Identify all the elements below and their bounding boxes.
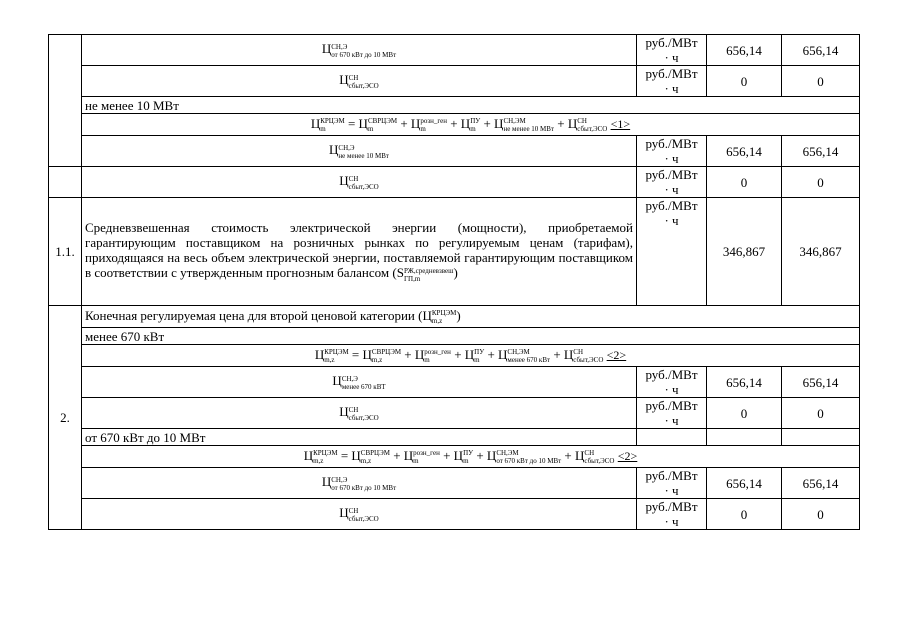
formula-cell: Ц КРЦЭМ m,z = Ц СВРЦЭМ m,z + Ц розн_ген m + Ц ПУ m + Ц СН,ЭМ менее 670 кВт + Ц СН сбыт,ЭСО <2> (82, 345, 860, 367)
parameter-cell: Ц СН сбыт,ЭСО (82, 499, 637, 530)
table-row (49, 429, 860, 446)
value-cell-1: 0 (707, 499, 782, 530)
value-cell-1: 656,14 (707, 35, 782, 66)
parameter-cell: Ц СН,Э от 670 кВт до 10 МВт (82, 468, 637, 499)
value-cell-1: 656,14 (707, 136, 782, 167)
value-cell-2: 656,14 (782, 136, 860, 167)
formula-cell: Ц КРЦЭМ m = Ц СВРЦЭМ m + Ц розн_ген m + Ц ПУ m + Ц СН,ЭМ не менее 10 МВт + Ц СН сбыт,ЭСО <1> (82, 114, 860, 136)
row-number-cell: 2. (49, 306, 82, 530)
parameter-cell: Ц СН сбыт,ЭСО (82, 398, 637, 429)
value-cell-2: 346,867 (782, 198, 860, 306)
table-row (49, 114, 860, 136)
value-cell-2: 0 (782, 499, 860, 530)
footnote-link[interactable]: <2> (606, 347, 627, 362)
value-cell-2: 656,14 (782, 35, 860, 66)
table-row (49, 306, 860, 328)
unit-cell: руб./МВт · ч (637, 167, 707, 198)
table-row (49, 97, 860, 114)
unit-cell: руб./МВт · ч (637, 398, 707, 429)
value-cell-2: 0 (782, 167, 860, 198)
table-row (49, 35, 860, 66)
table-row (49, 198, 860, 306)
table-row (49, 328, 860, 345)
unit-cell: руб./МВт · ч (637, 198, 707, 306)
value-cell-2: 656,14 (782, 367, 860, 398)
table-row (49, 167, 860, 198)
unit-cell: руб./МВт · ч (637, 367, 707, 398)
table-row (49, 468, 860, 499)
table-row (49, 345, 860, 367)
parameter-cell: Ц СН,Э менее 670 кВТ (82, 367, 637, 398)
unit-cell: руб./МВт · ч (637, 499, 707, 530)
unit-cell: руб./МВт · ч (637, 468, 707, 499)
row-number-cell: 1.1. (49, 198, 82, 306)
empty-cell (707, 429, 782, 446)
parameter-cell: Ц СН сбыт,ЭСО (82, 66, 637, 97)
empty-cell (637, 429, 707, 446)
value-cell-1: 656,14 (707, 367, 782, 398)
parameter-cell: Средневзвешенная стоимость электрической энергии (мощности), приобретаемой гарантирующим поставщиком на розничных рынках по регулируемым ценам (тарифам), приходящаяся на весь объем электрической энергии, поставляемой гарантирующим поставщиком в соответствии с утвержденным прогнозным балансом (S РЖ,средневзвеш ГП,m ) (82, 198, 637, 306)
row-number-cell (49, 167, 82, 198)
unit-cell: руб./МВт · ч (637, 66, 707, 97)
empty-cell (782, 429, 860, 446)
parameter-cell: Ц СН сбыт,ЭСО (82, 167, 637, 198)
value-cell-1: 656,14 (707, 468, 782, 499)
table-row (49, 398, 860, 429)
section-label: от 670 кВт до 10 МВт (82, 429, 637, 446)
section-title: Конечная регулируемая цена для второй ценовой категории (Ц КРЦЭМ m,z ) (82, 306, 860, 328)
parameter-cell: Ц СН,Э не менее 10 МВт (82, 136, 637, 167)
row-number-cell (49, 35, 82, 167)
unit-cell: руб./МВт · ч (637, 136, 707, 167)
table-row (49, 66, 860, 97)
table-row (49, 446, 860, 468)
section-label: не менее 10 МВт (82, 97, 860, 114)
table-row (49, 136, 860, 167)
section-label: менее 670 кВт (82, 328, 860, 345)
unit-cell: руб./МВт · ч (637, 35, 707, 66)
formula-cell: Ц КРЦЭМ m,z = Ц СВРЦЭМ m,z + Ц розн_ген m + Ц ПУ m + Ц СН,ЭМ от 670 кВт до 10 МВт + Ц СН сбыт,ЭСО <2> (82, 446, 860, 468)
value-cell-2: 656,14 (782, 468, 860, 499)
value-cell-1: 346,867 (707, 198, 782, 306)
parameter-cell: Ц СН,Э от 670 кВт до 10 МВт (82, 35, 637, 66)
value-cell-1: 0 (707, 167, 782, 198)
value-cell-1: 0 (707, 398, 782, 429)
table-row (49, 499, 860, 530)
value-cell-1: 0 (707, 66, 782, 97)
footnote-link[interactable]: <1> (610, 116, 631, 131)
value-cell-2: 0 (782, 66, 860, 97)
value-cell-2: 0 (782, 398, 860, 429)
table-row (49, 367, 860, 398)
tariff-table (48, 34, 860, 530)
footnote-link[interactable]: <2> (617, 448, 638, 463)
